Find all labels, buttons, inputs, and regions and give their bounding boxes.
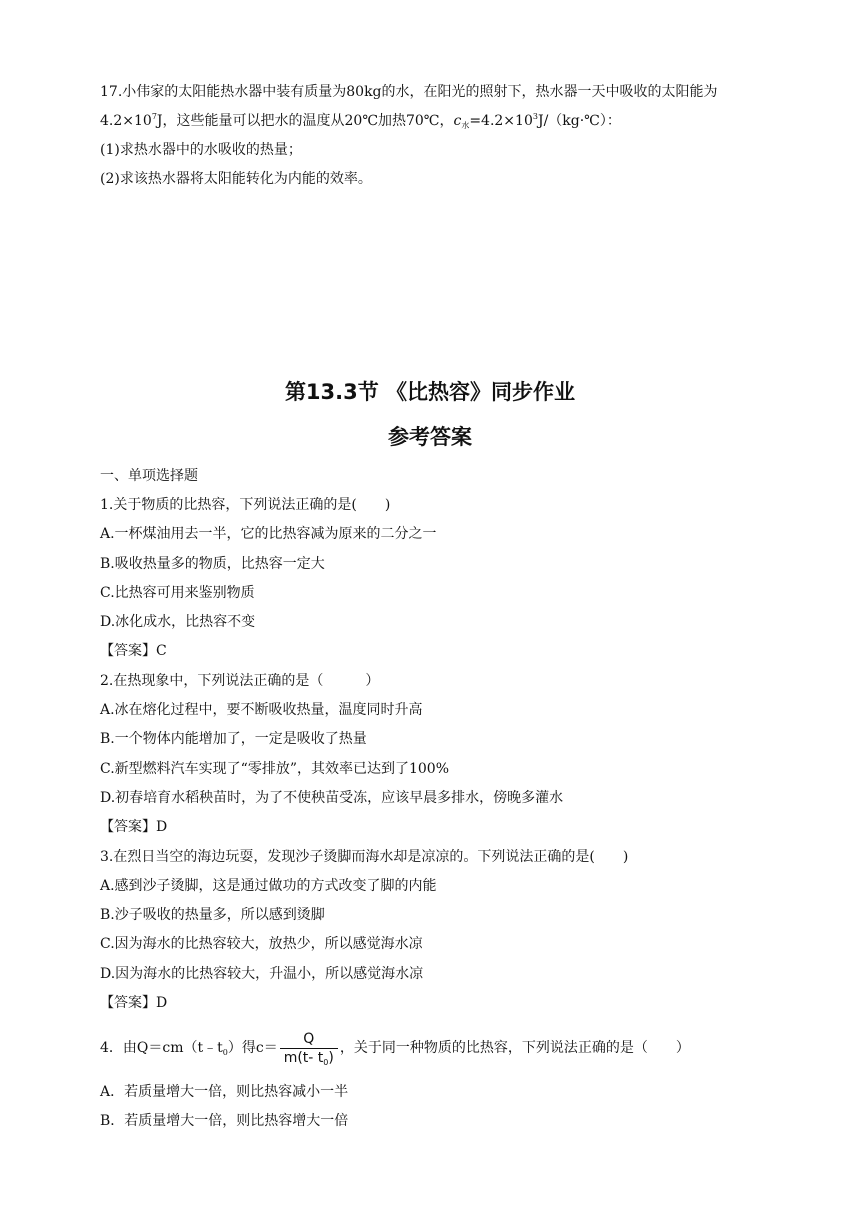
page-subtitle: 参考答案 [388,425,472,449]
q17-sub-question-1: (1)求热水器中的水吸收的热量； [100,142,302,158]
question-3-option-d: D.因为海水的比热容较大，升温小，所以感觉海水凉 [100,966,424,982]
question-3-option-b: B.沙子吸收的热量多，所以感到烫脚 [100,907,325,923]
question-4-option-b: B．若质量增大一倍，则比热容增大一倍 [100,1113,349,1129]
question-2-option-d: D.初春培育水稻秧苗时，为了不使秧苗受冻，应该早晨多排水，傍晚多灌水 [100,790,564,806]
q17-stem-line2: $4.2\times 10^7J$，这些能量可以把水的温度从20℃加热70℃，$c_水=4.2\times 10^3J/(kg\cdot℃)$： [100,112,621,130]
question-1-option-b: B.吸收热量多的物质，比热容一定大 [100,556,325,572]
section-heading: 一、单项选择题 [100,468,198,484]
question-2-option-a: A.冰在熔化过程中，要不断吸收热量，温度同时升高 [100,702,423,718]
question-2-option-c: C.新型燃料汽车实现了“零排放”，其效率已达到了100% [100,761,450,777]
question-3-option-c: C.因为海水的比热容较大，放热少，所以感觉海水凉 [100,936,423,952]
question-3-answer: 【答案】D [100,995,168,1011]
question-2-stem: 2.在热现象中，下列说法正确的是（ ） [100,673,380,689]
question-3-option-a: A.感到沙子烫脚，这是通过做功的方式改变了脚的内能 [100,878,437,894]
question-1-option-a: A.一杯煤油用去一半，它的比热容减为原来的二分之一 [100,526,437,542]
q17-sub-question-2: (2)求该热水器将太阳能转化为内能的效率。 [100,171,372,187]
question-2-option-b: B.一个物体内能增加了，一定是吸收了热量 [100,731,367,747]
question-1-answer: 【答案】C [100,643,167,659]
question-4-stem: 4．由$Q=cm(t﹣t_0)$得c＝ $\frac{Q}{m(t- t_0)}$ ，关于同一种物质的比热容，下列说法正确的是（ ） [100,1030,690,1067]
question-3-stem: 3.在烈日当空的海边玩耍，发现沙子烫脚而海水却是凉凉的。下列说法正确的是( ) [100,849,629,865]
question-1-option-d: D.冰化成水，比热容不变 [100,614,256,630]
question-2-answer: 【答案】D [100,819,168,835]
page-title: 第13.3节 《比热容》同步作业 [284,380,576,404]
q17-stem-line1: 17.小伟家的太阳能热水器中装有质量为80kg的水，在阳光的照射下，热水器一天中吸收的太阳能为 [100,84,718,100]
question-1-option-c: C.比热容可用来鉴别物质 [100,585,255,601]
question-4-option-a: A．若质量增大一倍，则比热容减小一半 [100,1084,349,1100]
specific-heat-formula-fraction: $\frac{Q}{m(t- t_0)}$ [280,1031,338,1066]
question-1-stem: 1.关于物质的比热容，下列说法正确的是( ) [100,497,391,513]
